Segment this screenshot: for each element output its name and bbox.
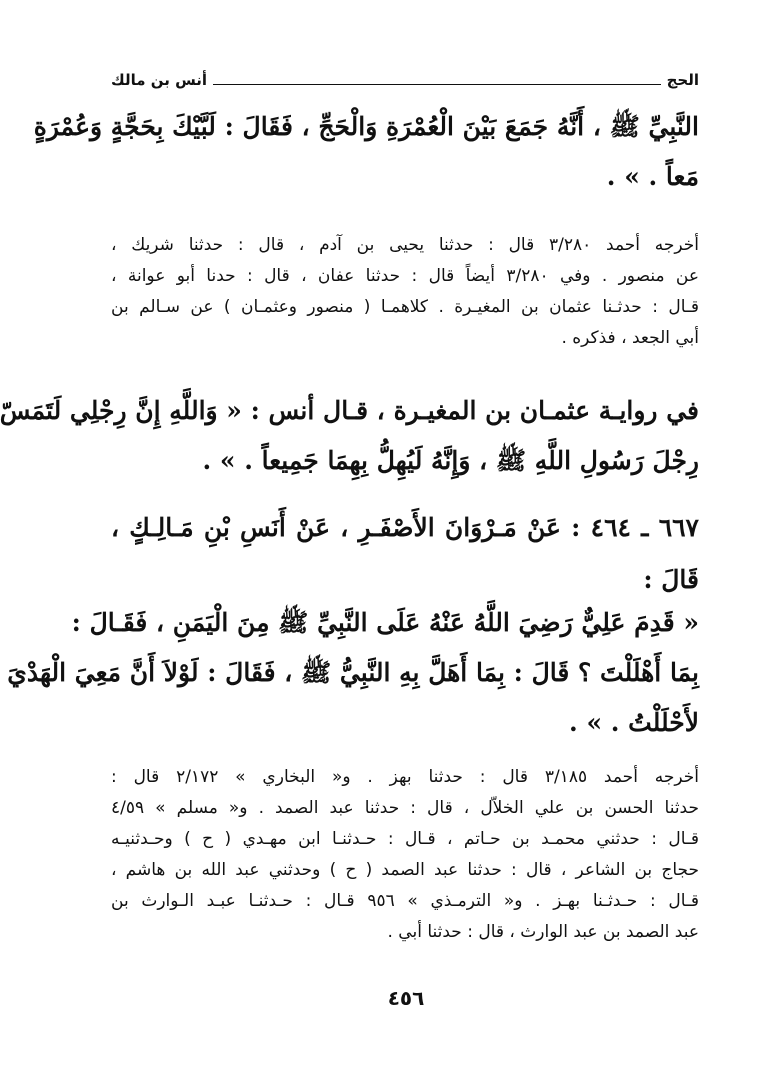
hadith-number-line: ٦٦٧ ـ ٤٦٤ : عَنْ مَـرْوَانَ الأَصْفَـرِ ، عَنْ أَنَسِ بْنِ مَـالِـكٍ ، — [111, 513, 699, 542]
note-line: أبي الجعد ، فذكره . — [561, 328, 699, 348]
chapter-title: الحج — [666, 71, 699, 89]
takhrij-note-1 — [111, 230, 699, 354]
note-line: قـال : حدثني محمـد بن حـاتم ، قـال : حـدثنـا ابن مهـدي ( ح ) وحـدثنيـه — [111, 829, 699, 849]
text-line: في روايـة عثمـان بن المغيـرة ، قـال أنس : « وَاللَّهِ إِنَّ رِجْلِي لَتَمَسّ — [0, 396, 699, 425]
text-line: قَالَ : — [643, 565, 699, 594]
header-rule — [213, 84, 661, 85]
riwaya-text — [0, 386, 699, 486]
hadith-previous-ending — [33, 102, 699, 202]
page-number: ٤٥٦ — [387, 986, 425, 1010]
note-line: حدثنا الحسن بن علي الخلاّل ، قال : حدثنا عبد الصمد . و« مسلم » ٤/٥٩ — [111, 798, 699, 818]
text-line: النَّبِيِّ ﷺ ، أَنَّهُ جَمَعَ بَيْنَ الْعُمْرَةِ وَالْحَجِّ ، فَقَالَ : لَبَّيْكَ بِحَجَّةٍ وَعُمْرَةٍ — [33, 112, 699, 141]
note-line: عن منصور . وفي ٣/٢٨٠ أيضاً قال : حدثنا عفان ، قال : حدنا أبو عوانة ، — [111, 266, 699, 286]
hadith-667-text — [7, 598, 699, 748]
running-header — [111, 68, 699, 92]
note-line: قـال : حـدثـنا بهـز . و« الترمـذي » ٩٥٦ قـال : حـدثنـا عبـد الـوارث بن — [111, 891, 699, 911]
hadith-667-heading — [111, 502, 699, 606]
note-line: عبد الصمد بن عبد الوارث ، قال : حدثنا أبي . — [387, 922, 699, 942]
takhrij-note-2 — [111, 762, 699, 948]
note-line: أخرجه أحمد ٣/٢٨٠ قال : حدثنا يحيى بن آدم ، قال : حدثنا شريك ، — [111, 235, 700, 255]
book-title: أنس بن مالك — [111, 71, 208, 89]
text-line: بِمَا أَهْلَلْتَ ؟ قَالَ : بِمَا أَهَلَّ بِهِ النَّبِيُّ ﷺ ، فَقَالَ : لَوْلاَ أَنَّ مَعِيَ الْهَدْيَ — [7, 658, 699, 687]
text-line: لأَحْلَلْتُ . » . — [569, 708, 699, 737]
text-line: رِجْلَ رَسُولِ اللَّهِ ﷺ ، وَإِنَّهُ لَيُهِلُّ بِهِمَا جَمِيعاً . » . — [202, 446, 699, 475]
text-line: « قَدِمَ عَلِيٌّ رَضِيَ اللَّهُ عَنْهُ عَلَى النَّبِيِّ ﷺ مِنَ الْيَمَنِ ، فَقَـالَ : — [71, 608, 699, 637]
note-line: قـال : حدثـنا عثمان بن المغيـرة . كلاهمـا ( منصور وعثمـان ) عن سـالم بن — [111, 297, 699, 317]
text-line: مَعاً . » . — [606, 162, 699, 191]
note-line: حجاج بن الشاعر ، قال : حدثنا عبد الصمد ( ح ) وحدثني عبد الله بن هاشم ، — [111, 860, 699, 880]
note-line: أخرجه أحمد ٣/١٨٥ قال : حدثنا بهز . و« البخاري » ٢/١٧٢ قال : — [111, 767, 699, 787]
